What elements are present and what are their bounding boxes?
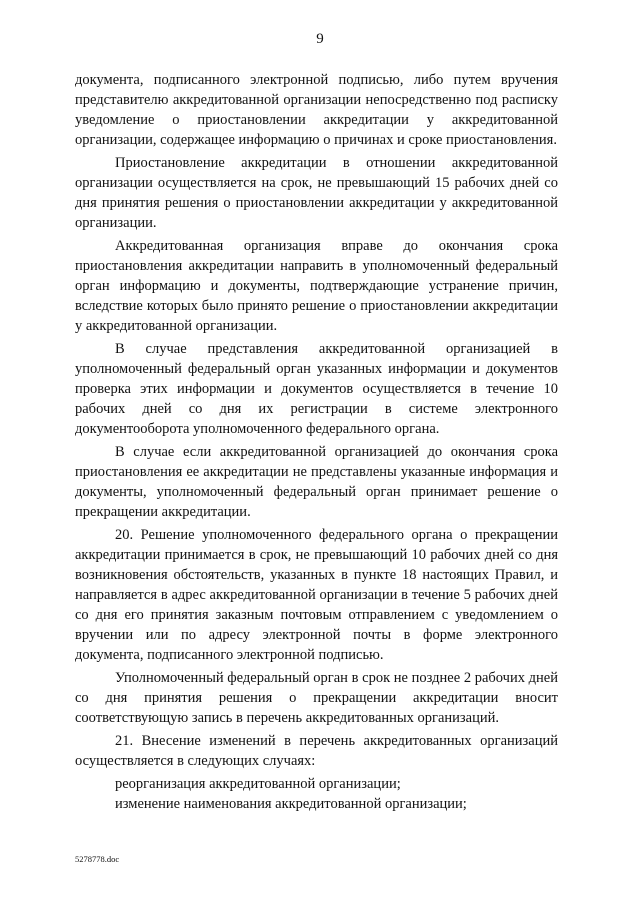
paragraph-notice-delivery: документа, подписанного электронной подписью, либо путем вручения представителю аккредитованной организации непосредственно под расписку уведомление о приостановлении аккредитации у аккредитованной организации, содержащее информацию о причинах и сроке приостановления. [75,72,558,148]
paragraph-item-20: 20. Решение уполномоченного федерального органа о прекращении аккредитации принимается в срок, не превышающий 10 рабочих дней со дня возникновения обстоятельств, указанных в пункте 18 настоящих Правил, и направляется в адрес аккредитованной организации в течение 5 рабочих дней со дня его принятия заказным почтовым отправлением с уведомлением о вручении или по адресу электронной почты в форме электронного документа, подписанного электронной подписью. [75,527,558,663]
list-item-name-change: изменение наименования аккредитованной организации; [115,796,467,812]
page-number: 9 [316,31,324,47]
paragraph-submit-documents: Аккредитованная организация вправе до окончания срока приостановления аккредитации направить в уполномоченный федеральный орган информацию и документы, подтверждающие устранение причин, вследствие которых было принято решение о приостановлении аккредитации у аккредитованной организации. [75,238,558,334]
paragraph-suspension-term: Приостановление аккредитации в отношении аккредитованной организации осуществляется на срок, не превышающий 15 рабочих дней со дня принятия решения о приостановлении аккредитации у аккредитованной организации. [75,155,558,231]
paragraph-registry-entry: Уполномоченный федеральный орган в срок не позднее 2 рабочих дней со дня принятия решения о прекращении аккредитации вносит соответствующую запись в перечень аккредитованных организаций. [75,670,558,726]
paragraph-item-21: 21. Внесение изменений в перечень аккредитованных организаций осуществляется в следующих случаях: [75,733,558,769]
document-body [75,70,558,814]
list-item-reorganization: реорганизация аккредитованной организации; [115,776,401,792]
paragraph-termination-decision: В случае если аккредитованной организацией до окончания срока приостановления ее аккредитации не представлены указанные информация и документы, уполномоченный федеральный орган принимает решение о прекращении аккредитации. [75,444,558,520]
file-reference: 5278778.doc [75,854,120,864]
paragraph-documents-review: В случае представления аккредитованной организацией в уполномоченный федеральный орган указанных информации и документов проверка этих информации и документов осуществляется в течение 10 рабочих дней со дня их регистрации в системе электронного документооборота уполномоченного федерального органа. [75,341,558,437]
